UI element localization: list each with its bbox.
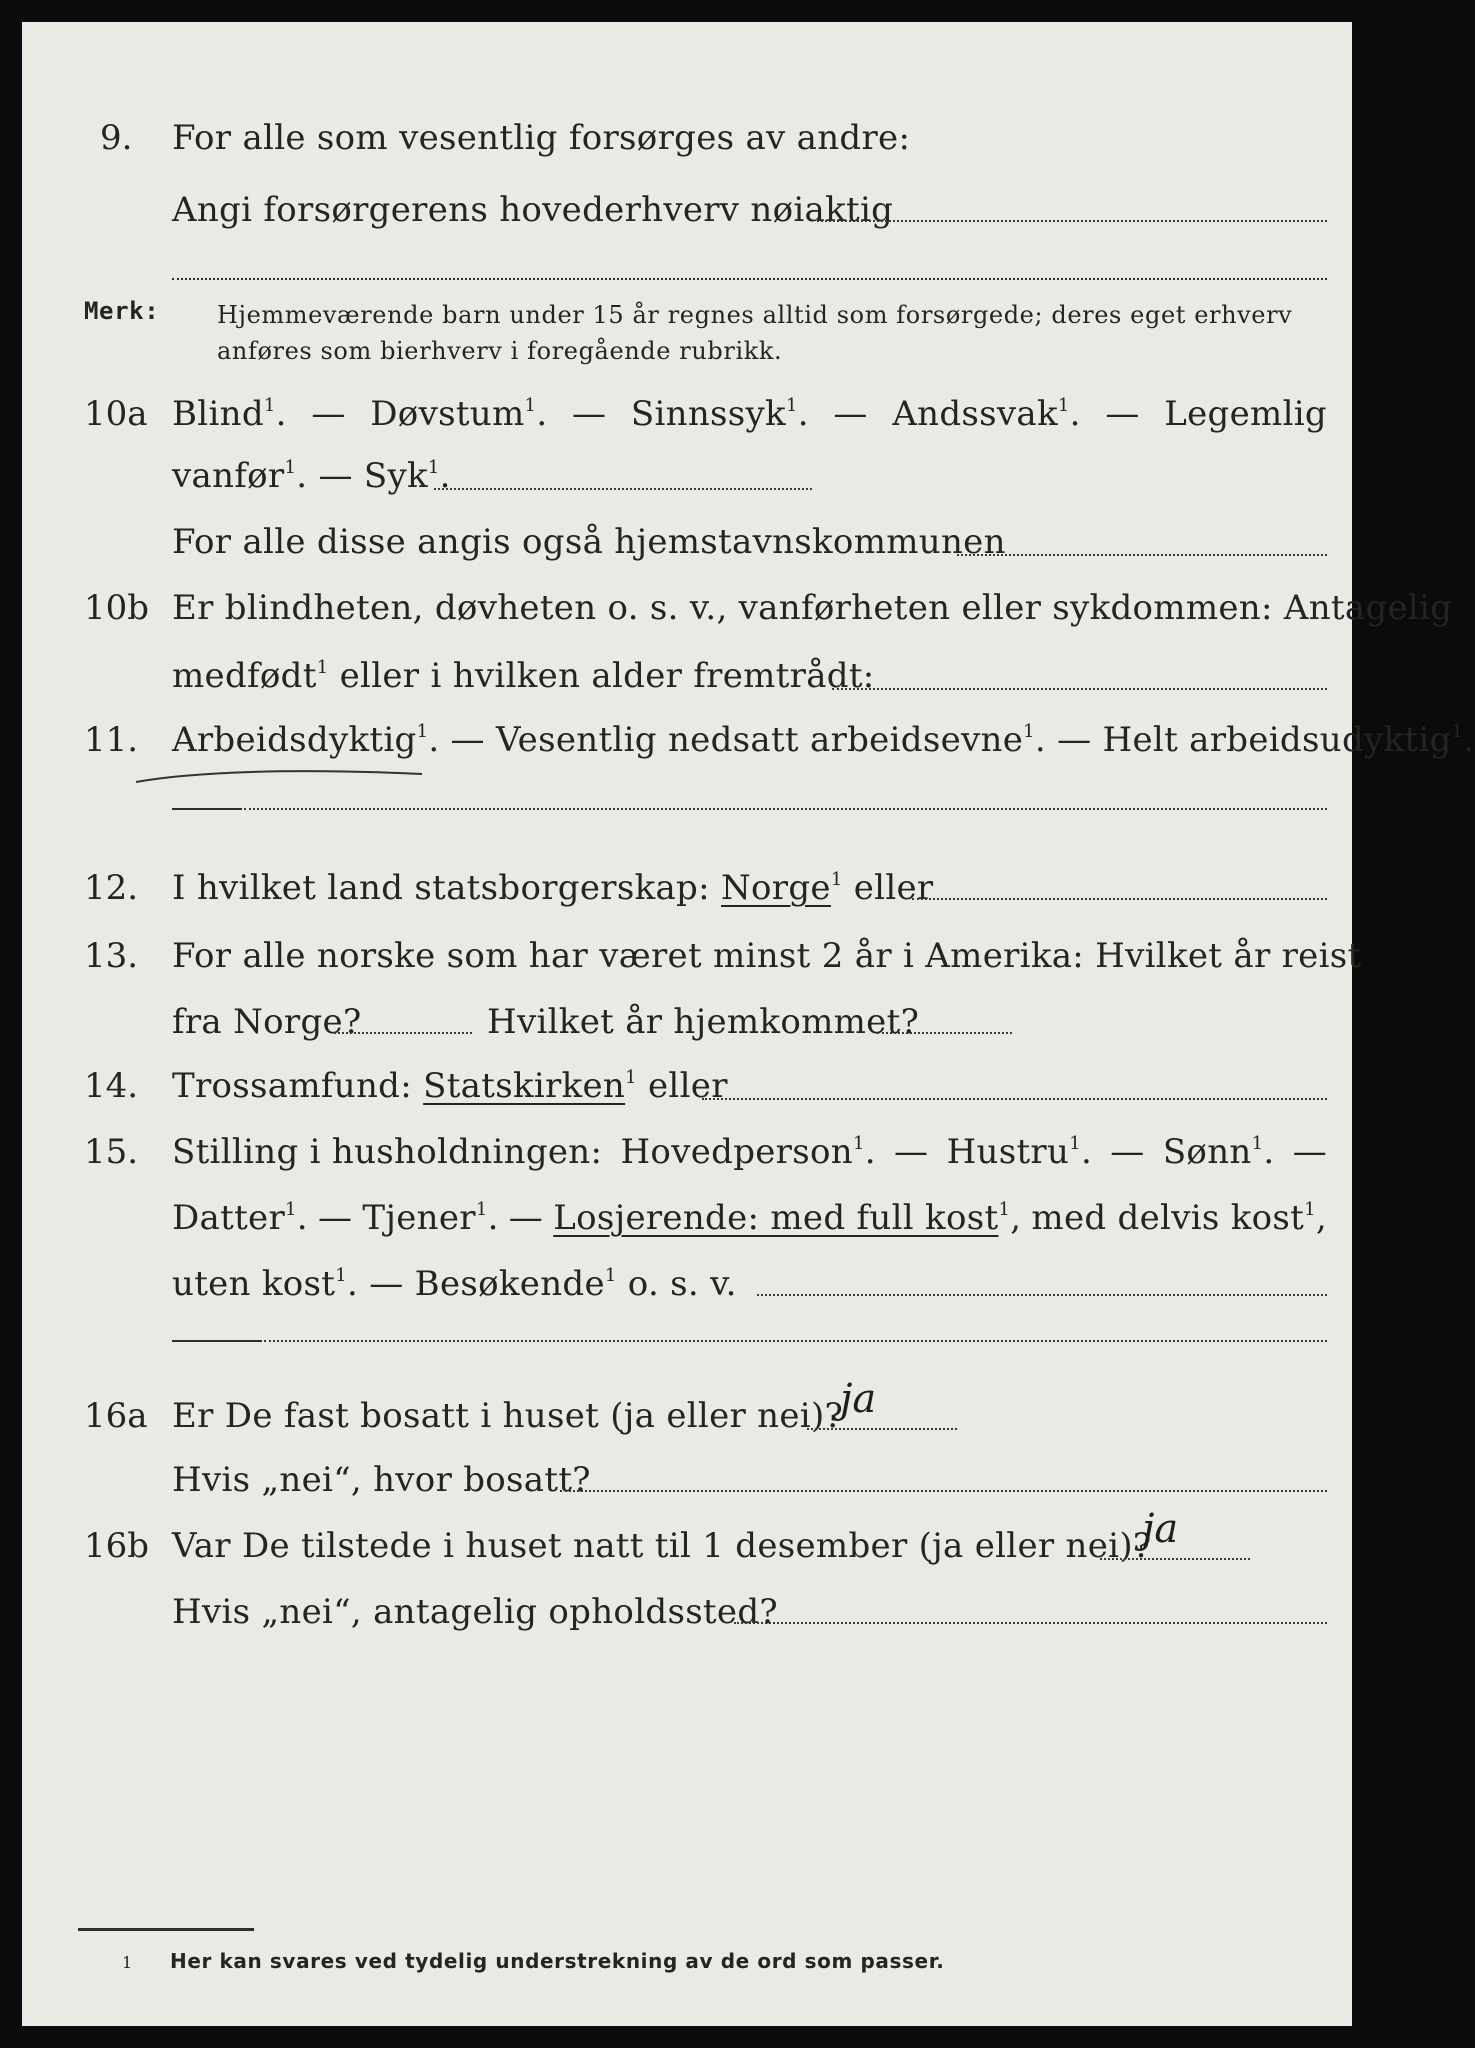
q16b-question: Var De tilstede i huset natt til 1 desember (ja eller nei)? bbox=[172, 1526, 1152, 1566]
option-nedsatt[interactable]: Vesentlig nedsatt arbeidsevne$^1$. bbox=[495, 720, 1047, 760]
q16a-answer-line[interactable] bbox=[807, 1428, 957, 1430]
handwritten-underline-arbeidsdyktig bbox=[132, 760, 432, 790]
q16a-subquestion: Hvis „nei“, hvor bosatt? bbox=[172, 1460, 591, 1500]
merk-label: Merk: bbox=[84, 297, 160, 325]
q15-line-2: Datter$^1$. — Tjener$^1$. — Losjerende: med full kost$^1$, med delvis kost$^1$, bbox=[172, 1198, 1327, 1238]
q15-number: 15. bbox=[84, 1132, 139, 1172]
merk-line-2: anføres som bierhverv i foregående rubrikk. bbox=[217, 337, 783, 365]
q10b-question: Er blindheten, døvheten o. s. v., vanførheten eller sykdommen: Antagelig bbox=[172, 588, 1453, 628]
q15-line-3: uten kost$^1$. — Besøkende$^1$ o. s. v. bbox=[172, 1264, 737, 1304]
option-blind[interactable]: Blind$^1$. bbox=[172, 394, 287, 434]
q13-number: 13. bbox=[84, 936, 139, 976]
q11-answer-line[interactable] bbox=[244, 808, 1327, 810]
q10b-number: 10b bbox=[84, 588, 150, 628]
q10b-answer-line[interactable] bbox=[832, 688, 1327, 690]
option-sonn[interactable]: Sønn$^1$. bbox=[1162, 1132, 1275, 1172]
option-besokende[interactable]: Besøkende$^1$ bbox=[414, 1264, 617, 1304]
q15-answer-line[interactable] bbox=[757, 1294, 1327, 1296]
q16b-subquestion: Hvis „nei“, antagelig opholdssted? bbox=[172, 1592, 778, 1632]
option-tjener[interactable]: Tjener$^1$. bbox=[362, 1198, 499, 1238]
q10b-line-2: medfødt$^1$ eller i hvilken alder fremtrådt: bbox=[172, 656, 875, 696]
q10a-syk-answer-line[interactable] bbox=[434, 488, 812, 490]
footnote-text: Her kan svares ved tydelig understrekning av de ord som passer. bbox=[170, 1949, 945, 1973]
q15-answer-line-2[interactable] bbox=[264, 1340, 1327, 1342]
q16a-bosatt-answer-line[interactable] bbox=[560, 1490, 1327, 1492]
option-losjerende-full-kost[interactable]: Losjerende: med full kost$^1$, bbox=[553, 1198, 1022, 1238]
option-legemlig[interactable]: Legemlig bbox=[1164, 394, 1327, 434]
q16a-question: Er De fast bosatt i huset (ja eller nei)? bbox=[172, 1396, 844, 1436]
option-vanfor[interactable]: vanfør$^1$. bbox=[172, 456, 308, 496]
q9-number: 9. bbox=[100, 118, 133, 158]
q13-reist-answer-line[interactable] bbox=[334, 1032, 472, 1034]
q11-number: 11. bbox=[84, 720, 139, 760]
option-delvis-kost[interactable]: med delvis kost$^1$, bbox=[1031, 1198, 1327, 1238]
q10a-hjemstavn-answer-line[interactable] bbox=[957, 554, 1327, 556]
q15-line-1: Stilling i husholdningen: Hovedperson$^1$. — Hustru$^1$. — Sønn$^1$. — bbox=[172, 1132, 1327, 1172]
option-hovedperson[interactable]: Hovedperson$^1$. bbox=[620, 1132, 876, 1172]
q14-question: Trossamfund: Statskirken$^1$ eller bbox=[172, 1066, 728, 1106]
q10a-number: 10a bbox=[84, 394, 148, 434]
q14-answer-line[interactable] bbox=[702, 1098, 1327, 1100]
census-form-page bbox=[22, 22, 1475, 2026]
option-uten-kost[interactable]: uten kost$^1$. bbox=[172, 1264, 359, 1304]
merk-line-1: Hjemmeværende barn under 15 år regnes alltid som forsørgede; deres eget erhverv bbox=[217, 301, 1293, 329]
option-arbeidsdyktig[interactable]: Arbeidsdyktig$^1$. bbox=[172, 720, 440, 760]
q16b-number: 16b bbox=[84, 1526, 150, 1566]
footnote-mark: 1 bbox=[122, 1953, 133, 1972]
q9-subquestion: Angi forsørgerens hovederhverv nøiaktig bbox=[172, 190, 894, 230]
q13-question: For alle norske som har været minst 2 år i Amerika: Hvilket år reist bbox=[172, 936, 1362, 976]
q14-number: 14. bbox=[84, 1066, 139, 1106]
option-dovstum[interactable]: Døvstum$^1$. bbox=[370, 394, 548, 434]
option-medfodt[interactable]: medfødt$^1$ bbox=[172, 656, 329, 696]
option-statskirken[interactable]: Statskirken bbox=[423, 1066, 626, 1106]
q13-hjemkommet-answer-line[interactable] bbox=[877, 1032, 1012, 1034]
q16a-handwritten-answer: ja bbox=[840, 1376, 877, 1422]
q13-reist: fra Norge? bbox=[172, 1002, 362, 1042]
option-datter[interactable]: Datter$^1$. bbox=[172, 1198, 308, 1238]
q12-answer-line[interactable] bbox=[912, 898, 1327, 900]
q16b-opholdssted-answer-line[interactable] bbox=[734, 1622, 1327, 1624]
q16b-handwritten-answer: ja bbox=[1142, 1506, 1179, 1552]
q9-question: For alle som vesentlig forsørges av andre: bbox=[172, 118, 911, 158]
q9-answer-line-2[interactable] bbox=[172, 278, 1327, 280]
q11-answer-line-start bbox=[172, 808, 242, 810]
q9-answer-line[interactable] bbox=[817, 220, 1327, 222]
option-hustru[interactable]: Hustru$^1$. bbox=[946, 1132, 1093, 1172]
footnote-rule bbox=[78, 1928, 254, 1931]
q10a-line-2: vanfør$^1$. — Syk$^1$. bbox=[172, 456, 451, 496]
option-udyktig[interactable]: Helt arbeidsudyktig$^1$. bbox=[1102, 720, 1475, 760]
q15-answer-line-2-start bbox=[172, 1340, 262, 1342]
q16a-number: 16a bbox=[84, 1396, 148, 1436]
option-syk[interactable]: Syk$^1$. bbox=[363, 456, 451, 496]
q10a-hjemstavn: For alle disse angis også hjemstavnskommunen bbox=[172, 522, 1006, 562]
option-sinnssyk[interactable]: Sinnssyk$^1$. bbox=[630, 394, 809, 434]
q12-number: 12. bbox=[84, 868, 139, 908]
q13-hjemkommet: Hvilket år hjemkommet? bbox=[487, 1002, 920, 1042]
q11-options: Arbeidsdyktig$^1$. — Vesentlig nedsatt arbeidsevne$^1$. — Helt arbeidsudyktig$^1$. bbox=[172, 720, 1475, 760]
option-andssvak[interactable]: Andssvak$^1$. bbox=[892, 394, 1081, 434]
q12-question: I hvilket land statsborgerskap: Norge$^1$ eller bbox=[172, 868, 934, 908]
q16b-answer-line[interactable] bbox=[1100, 1558, 1250, 1560]
q10a-options: Blind$^1$. — Døvstum$^1$. — Sinnssyk$^1$. — Andssvak$^1$. — Legemlig bbox=[172, 394, 1327, 434]
option-norge[interactable]: Norge bbox=[720, 868, 831, 908]
